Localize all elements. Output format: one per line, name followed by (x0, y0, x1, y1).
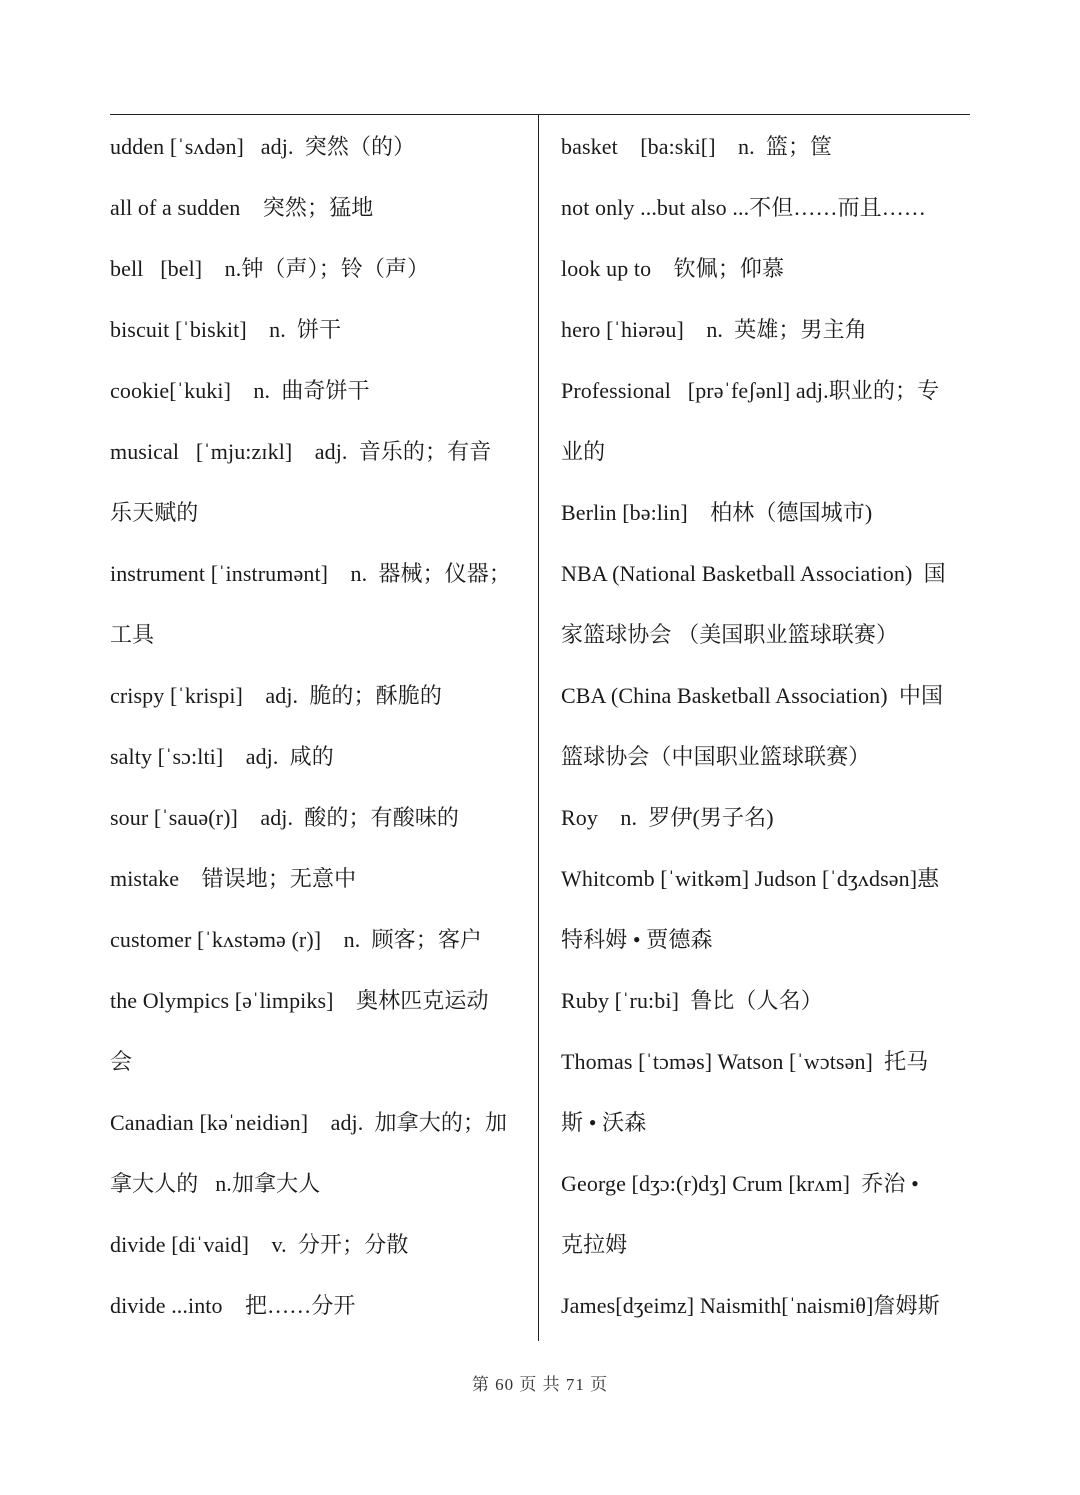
vocabulary-line: look up to 钦佩；仰慕 (561, 256, 785, 281)
vocabulary-line: salty [ˈsɔ:lti] adj. 咸的 (110, 744, 334, 769)
vocabulary-line: James[dʒeimz] Naismith[ˈnaismiθ]詹姆斯 (561, 1293, 940, 1318)
left-vocabulary-column (110, 116, 530, 1336)
vocabulary-line: the Olympics [əˈlimpiks] 奥林匹克运动 (110, 988, 489, 1013)
vocabulary-line: Canadian [kəˈneidiən] adj. 加拿大的；加 (110, 1110, 508, 1135)
top-rule (110, 114, 970, 115)
vocabulary-line: CBA (China Basketball Association) 中国 (561, 683, 944, 708)
vocabulary-line: biscuit [ˈbiskit] n. 饼干 (110, 317, 342, 342)
vocabulary-line: 克拉姆 (561, 1232, 628, 1257)
vocabulary-line: sour [ˈsauə(r)] adj. 酸的；有酸味的 (110, 805, 460, 830)
vocabulary-line: divide [diˈvaid] v. 分开；分散 (110, 1232, 409, 1257)
vocabulary-line: basket [ba:ski[] n. 篮；筐 (561, 134, 833, 159)
vocabulary-line: mistake 错误地；无意中 (110, 866, 357, 891)
vocabulary-line: 会 (110, 1049, 133, 1074)
vocabulary-line: 拿大人的 n.加拿大人 (110, 1171, 321, 1196)
vocabulary-line: not only ...but also ...不但……而且…… (561, 195, 926, 220)
vocabulary-line: 家篮球协会 （美国职业篮球联赛） (561, 622, 899, 647)
right-vocabulary-column (561, 116, 981, 1336)
vocabulary-line: hero [ˈhiərəu] n. 英雄；男主角 (561, 317, 867, 342)
vocabulary-line: Thomas [ˈtɔməs] Watson [ˈwɔtsən] 托马 (561, 1049, 929, 1074)
vocabulary-line: customer [ˈkʌstəmə (r)] n. 顾客；客户 (110, 927, 483, 952)
vocabulary-line: 工具 (110, 622, 155, 647)
vocabulary-line: Professional [prəˈfeʃənl] adj.职业的；专 (561, 378, 940, 403)
vocabulary-line: udden [ˈsʌdən] adj. 突然（的） (110, 134, 416, 159)
vocabulary-line: divide ...into 把……分开 (110, 1293, 356, 1318)
vocabulary-line: 特科姆 • 贾德森 (561, 927, 713, 952)
vocabulary-line: cookie[ˈkuki] n. 曲奇饼干 (110, 378, 370, 403)
vocabulary-line: 乐天赋的 (110, 500, 199, 525)
vocabulary-line: Whitcomb [ˈwitkəm] Judson [ˈdʒʌdsən]惠 (561, 866, 940, 891)
vocabulary-line: 篮球协会（中国职业篮球联赛） (561, 744, 871, 769)
vocabulary-line: Roy n. 罗伊(男子名) (561, 805, 774, 830)
vocabulary-line: 斯 • 沃森 (561, 1110, 647, 1135)
column-divider (538, 115, 539, 1341)
vocabulary-line: NBA (National Basketball Association) 国 (561, 561, 946, 586)
vocabulary-line: Ruby [ˈru:bi] 鲁比（人名） (561, 988, 823, 1013)
vocabulary-line: musical [ˈmju:zɪkl] adj. 音乐的；有音 (110, 439, 492, 464)
vocabulary-line: Berlin [bə:lin] 柏林（德国城市) (561, 500, 873, 525)
vocabulary-line: instrument [ˈinstrumənt] n. 器械；仪器； (110, 561, 511, 586)
vocabulary-line: George [dʒɔ:(r)dʒ] Crum [krʌm] 乔治 • (561, 1171, 919, 1196)
vocabulary-line: 业的 (561, 439, 606, 464)
vocabulary-line: crispy [ˈkrispi] adj. 脆的；酥脆的 (110, 683, 442, 708)
vocabulary-line: all of a sudden 突然；猛地 (110, 195, 374, 220)
page-number: 第 60 页 共 71 页 (471, 1375, 609, 1394)
vocabulary-line: bell [bel] n.钟（声）；铃（声） (110, 256, 430, 281)
